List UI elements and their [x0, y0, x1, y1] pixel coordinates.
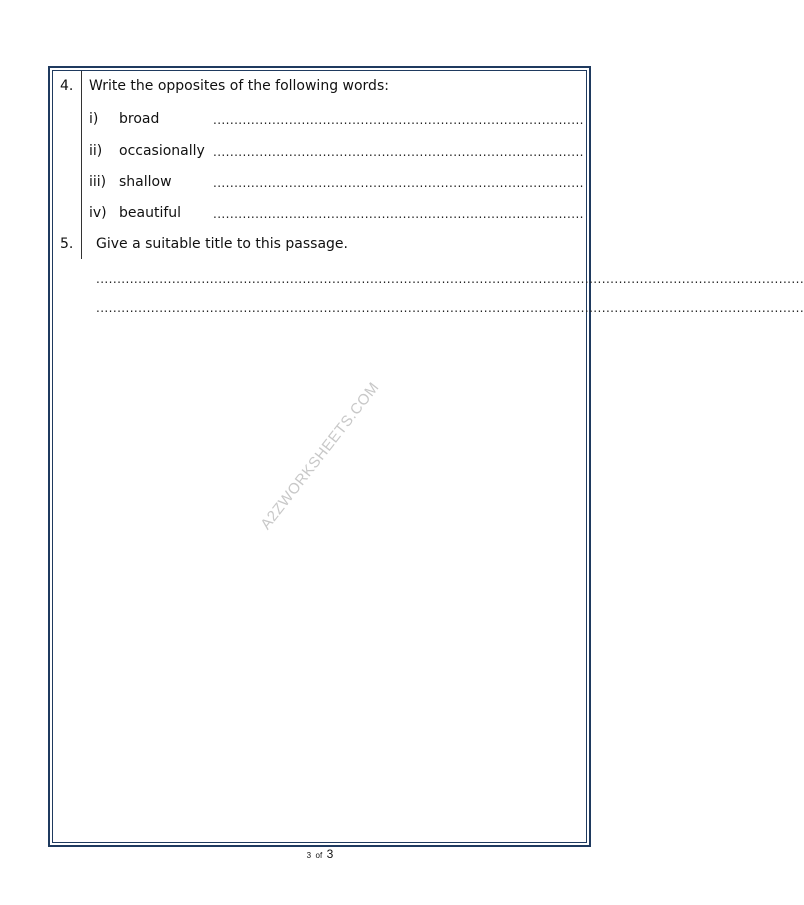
answer-line: ........................................................................................: [213, 145, 584, 159]
question-4-number: 4.: [60, 78, 74, 94]
question-5-prompt: Give a suitable title to this passage.: [96, 236, 348, 252]
item-numeral: iii): [89, 174, 107, 190]
item-numeral: ii): [89, 143, 103, 159]
page-number-current: 3: [306, 851, 312, 860]
watermark: A2ZWORKSHEETS.COM: [257, 379, 383, 533]
item-word: shallow: [119, 174, 172, 190]
item-numeral: iv): [89, 205, 107, 221]
answer-line: ........................................................................................: [213, 113, 584, 127]
question-4-prompt: Write the opposites of the following words:: [89, 78, 389, 94]
item-numeral: i): [89, 111, 99, 127]
item-word: beautiful: [119, 205, 182, 221]
page-number-of: of: [315, 851, 323, 860]
question-number-column-line: [81, 71, 82, 259]
page-number: [0, 845, 640, 863]
answer-line: ........................................................................................: [213, 176, 584, 190]
answer-line-2: ........................................................................................................................................................................: [96, 301, 804, 315]
page-number-total: 3: [326, 847, 334, 861]
question-5-number: 5.: [60, 236, 74, 252]
answer-line: ........................................................................................: [213, 207, 584, 221]
item-word: occasionally: [119, 143, 205, 159]
item-word: broad: [119, 111, 160, 127]
answer-line-1: ........................................................................................................................................................................: [96, 272, 804, 286]
